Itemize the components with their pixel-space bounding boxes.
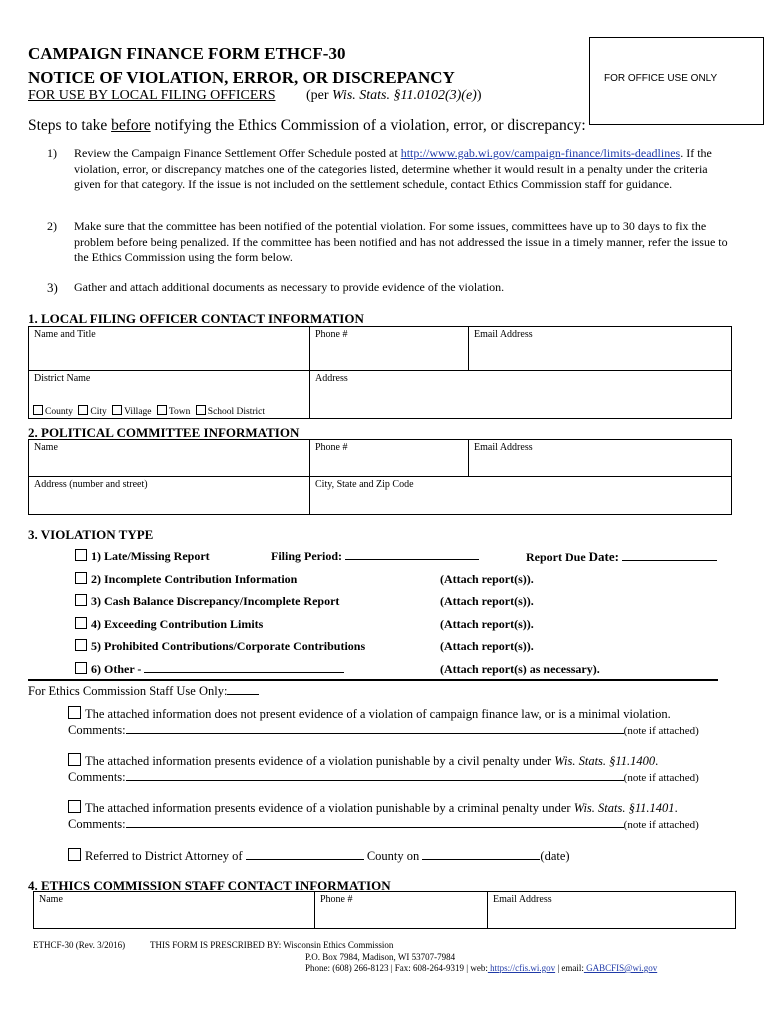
section-2-table	[28, 439, 732, 515]
section-2-title: 2. POLITICAL COMMITTEE INFORMATION	[28, 425, 300, 440]
civil-penalty-checkbox[interactable]	[68, 753, 81, 766]
step-3-text: Gather and attach additional documents as necessary to provide evidence of the violation.	[74, 280, 505, 294]
report-due-date-field[interactable]: Report Due Date:	[526, 549, 717, 565]
referral-date-field[interactable]	[422, 859, 540, 860]
comments-field-1[interactable]: Comments: (note if attached)	[68, 723, 699, 737]
violation-exceeding-limits[interactable]: 4) Exceeding Contribution Limits	[75, 617, 263, 632]
section-4-table	[33, 891, 736, 929]
cash-balance-checkbox[interactable]	[75, 594, 87, 606]
criminal-penalty-checkbox[interactable]	[68, 800, 81, 813]
audience-line	[28, 88, 276, 104]
exceeding-limits-checkbox[interactable]	[75, 617, 87, 629]
web-link[interactable]: https://cfis.wi.gov	[487, 963, 556, 973]
committee-phone-field[interactable]: Phone #	[310, 440, 469, 477]
officer-address-field[interactable]: Address	[310, 371, 732, 419]
officer-name-field[interactable]: Name and Title	[29, 327, 310, 371]
section-1-title: 1. LOCAL FILING OFFICER CONTACT INFORMATION	[28, 311, 364, 326]
town-checkbox[interactable]	[157, 405, 167, 415]
county-checkbox[interactable]	[33, 405, 43, 415]
attach-note-5: (Attach report(s)).	[440, 639, 534, 653]
ethics-divider	[28, 679, 718, 681]
section-3-title: 3. VIOLATION TYPE	[28, 527, 154, 542]
officer-phone-field[interactable]: Phone #	[310, 327, 469, 371]
email-link[interactable]: GABCFIS@wi.gov	[583, 963, 658, 973]
mailing-address: P.O. Box 7984, Madison, WI 53707-7984	[305, 952, 456, 962]
prohibited-contributions-checkbox[interactable]	[75, 639, 87, 651]
committee-address-field[interactable]: Address (number and street)	[29, 477, 310, 515]
city-checkbox[interactable]	[78, 405, 88, 415]
district-name-field[interactable]: District Name County City Village Town School District	[29, 371, 310, 419]
form-title: CAMPAIGN FINANCE FORM ETHCF-30	[28, 44, 346, 63]
ethics-staff-heading: For Ethics Commission Staff Use Only:	[28, 684, 259, 699]
violation-cash-balance[interactable]: 3) Cash Balance Discrepancy/Incomplete Report	[75, 594, 339, 609]
staff-phone-field[interactable]: Phone #	[315, 892, 488, 929]
settlement-schedule-link[interactable]: http://www.gab.wi.gov/campaign-finance/limits-deadlines	[400, 146, 681, 160]
minimal-violation-checkbox[interactable]	[68, 706, 81, 719]
steps-heading: Steps to take before notifying the Ethics Commission of a violation, error, or discrepancy:	[28, 117, 586, 134]
ethics-option-criminal[interactable]: The attached information presents evidence of a violation punishable by a criminal penalty under Wis. Stats. §11.1401.	[68, 800, 678, 816]
violation-other[interactable]: 6) Other -	[75, 662, 344, 677]
ethics-option-civil[interactable]: The attached information presents evidence of a violation punishable by a civil penalty under Wis. Stats. §11.1400.	[68, 753, 658, 769]
other-checkbox[interactable]	[75, 662, 87, 674]
staff-name-field[interactable]: Name	[34, 892, 315, 929]
attach-note-2: (Attach report(s)).	[440, 572, 534, 586]
violation-late-report[interactable]: 1) Late/Missing Report	[75, 549, 210, 564]
ethics-option-minimal[interactable]: The attached information does not present evidence of a violation of campaign finance law, or is a minimal violation.	[68, 706, 671, 722]
violation-incomplete-contribution[interactable]: 2) Incomplete Contribution Information	[75, 572, 297, 587]
comments-field-2[interactable]: Comments: (note if attached)	[68, 770, 699, 784]
attach-note-4: (Attach report(s)).	[440, 617, 534, 631]
committee-email-field[interactable]: Email Address	[469, 440, 732, 477]
office-use-label: FOR OFFICE USE ONLY	[604, 73, 718, 84]
form-subtitle: NOTICE OF VIOLATION, ERROR, OR DISCREPANCY	[28, 68, 455, 87]
attach-note-6: (Attach report(s) as necessary).	[440, 662, 600, 676]
district-type-options: County City Village Town School District	[33, 405, 265, 417]
step-1-text: Review the Campaign Finance Settlement Offer Schedule posted at http://www.gab.wi.gov/campaign-finance/limits-deadlines. If the violation, error, or discrepancy matches one of the categories listed, determine whether it would result in a penalty under the criteria given for that category. If the issue is not included on the settlement schedule, contact Ethics Commission staff for guidance.	[74, 146, 712, 191]
prescribed-by: THIS FORM IS PRESCRIBED BY: Wisconsin Ethics Commission	[150, 940, 394, 950]
step-1-number: 1)	[47, 146, 57, 160]
village-checkbox[interactable]	[112, 405, 122, 415]
committee-city-field[interactable]: City, State and Zip Code	[310, 477, 732, 515]
step-3-number: 3)	[47, 280, 58, 295]
filing-period-field[interactable]: Filing Period:	[271, 549, 479, 564]
committee-name-field[interactable]: Name	[29, 440, 310, 477]
office-use-box	[589, 37, 764, 125]
district-attorney-county-field[interactable]	[246, 859, 364, 860]
audience-text: FOR USE BY LOCAL FILING OFFICERS	[28, 88, 276, 103]
statute-reference: (per Wis. Stats. §11.0102(3)(e))	[306, 88, 482, 103]
incomplete-contribution-checkbox[interactable]	[75, 572, 87, 584]
late-report-checkbox[interactable]	[75, 549, 87, 561]
officer-email-field[interactable]: Email Address	[469, 327, 732, 371]
section-1-table	[28, 326, 732, 419]
referred-to-da[interactable]: Referred to District Attorney of County on (date)	[68, 848, 570, 864]
section-4-title: 4. ETHICS COMMISSION STAFF CONTACT INFORMATION	[28, 878, 391, 893]
school-district-checkbox[interactable]	[196, 405, 206, 415]
step-2-number: 2)	[47, 219, 57, 233]
other-description-field[interactable]	[144, 672, 344, 673]
comments-field-3[interactable]: Comments: (note if attached)	[68, 817, 699, 831]
staff-email-field[interactable]: Email Address	[488, 892, 736, 929]
attach-note-3: (Attach report(s)).	[440, 594, 534, 608]
form-revision: ETHCF-30 (Rev. 3/2016)	[33, 940, 126, 950]
violation-prohibited-contributions[interactable]: 5) Prohibited Contributions/Corporate Contributions	[75, 639, 365, 654]
contact-line: Phone: (608) 266-8123 | Fax: 608-264-9319 | web: https://cfis.wi.gov | email: GABCFIS@wi.gov	[305, 963, 658, 973]
step-2-text: Make sure that the committee has been notified of the potential violation. For some issues, committees have up to 30 days to fix the problem before being penalized. If the committee has been notified and has not addressed the issue in a timely manner, refer the issue to the Ethics Commission using the form below.	[74, 219, 728, 264]
referred-checkbox[interactable]	[68, 848, 81, 861]
